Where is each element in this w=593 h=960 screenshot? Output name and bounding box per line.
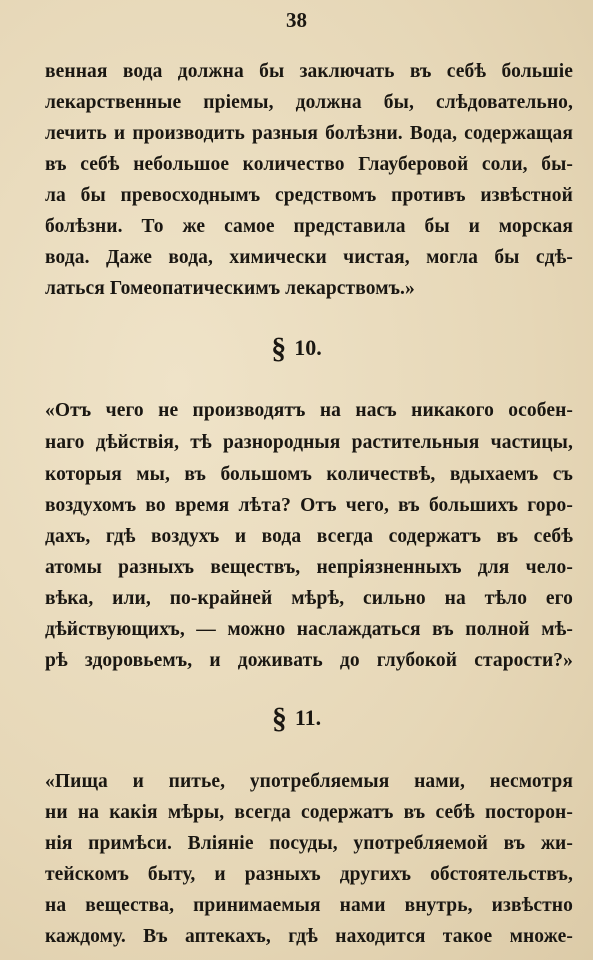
section-symbol: § [271,332,287,365]
section-heading-10 [0,332,593,364]
section-heading-11 [0,702,593,734]
text-line: латься Гомеопатическимъ лекарствомъ.» [45,278,415,299]
text-line: на вещества, принимаемыя нами внутрь, извѣстно [45,895,573,916]
page-number: 38 [286,8,307,32]
text-line: наго дѣйствія, тѣ разнородныя растительныя частицы, [45,432,573,453]
text-line: тейскомъ быту, и разныхъ другихъ обстоятельствъ, [45,864,573,885]
section-number: 11. [294,705,322,730]
text-line: вода. Даже вода, химически чистая, могла бы сдѣ- [45,247,573,268]
text-line: болѣзни. То же самое представила бы и морская [45,216,573,237]
text-line: венная вода должна бы заключать въ себѣ большіе [45,61,573,82]
text-line: ни на какія мѣры, всегда содержатъ въ себѣ посторон- [45,802,573,823]
text-line: вѣка, или, по-крайней мѣрѣ, сильно на тѣло его [45,588,573,609]
text-line: лекарственные пріемы, должна бы, слѣдовательно, [45,92,573,113]
text-line: рѣ здоровьемъ, и доживать до глубокой старости?» [45,650,573,671]
text-line: «Отъ чего не производятъ на насъ никакого особен- [45,400,573,421]
section-number: 10. [294,335,322,360]
section-symbol: § [271,702,287,735]
text-line: лечить и производить разныя болѣзни. Вода, содержащая [45,123,573,144]
text-line: воздухомъ во время лѣта? Отъ чего, въ большихъ горо- [45,495,573,516]
text-line: ла бы превосходнымъ средствомъ противъ извѣстной [45,185,573,206]
text-line: «Пища и питье, употребляемыя нами, несмотря [45,771,573,792]
text-line: которыя мы, въ большомъ количествѣ, вдыхаемъ съ [45,464,573,485]
text-line: атомы разныхъ веществъ, непріязненныхъ для чело- [45,557,573,578]
text-line: въ себѣ небольшое количество Глауберовой соли, бы- [45,154,573,175]
text-line: дахъ, гдѣ воздухъ и вода всегда содержатъ въ себѣ [45,526,573,547]
text-line: дѣйствующихъ, — можно наслаждаться въ полной мѣ- [45,619,573,640]
text-line: нія примѣси. Вліяніе посуды, употребляемой въ жи- [45,833,573,854]
text-line: каждому. Въ аптекахъ, гдѣ находится такое множе- [45,926,573,947]
